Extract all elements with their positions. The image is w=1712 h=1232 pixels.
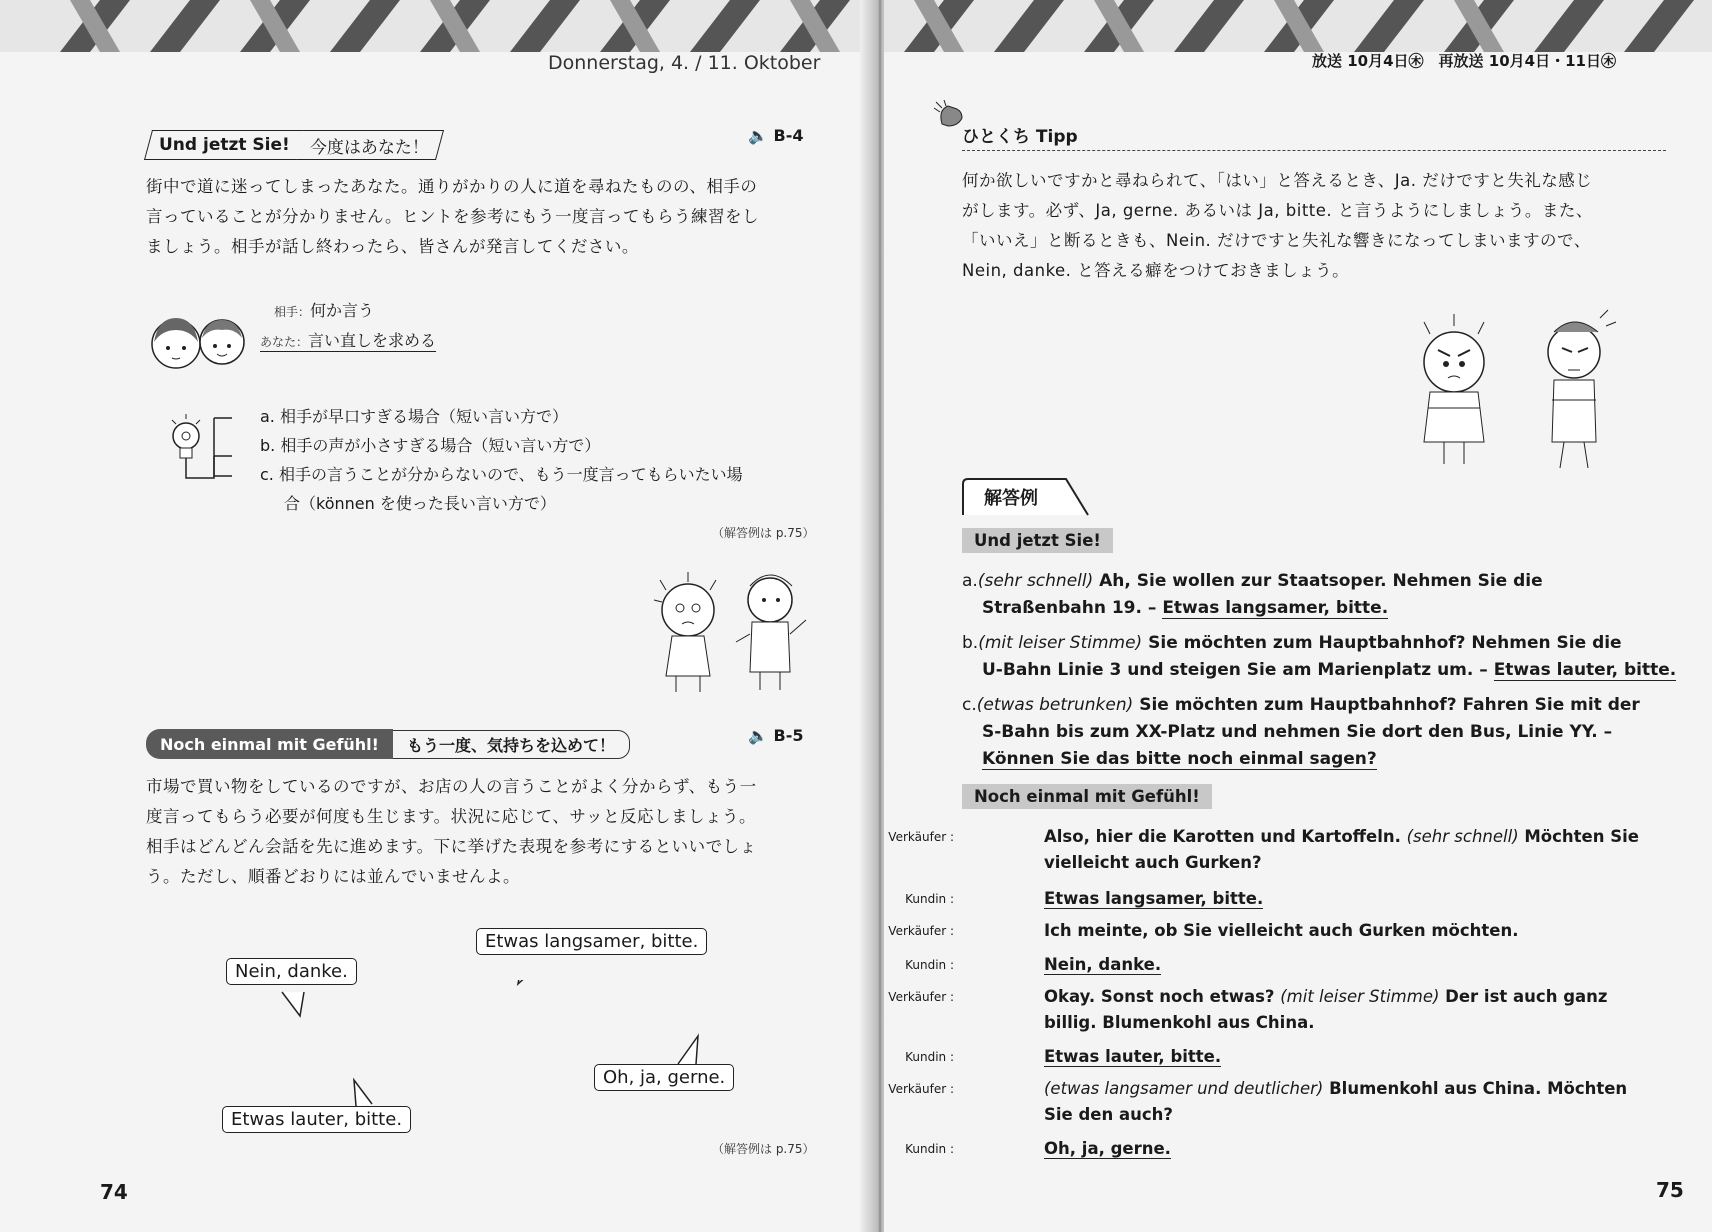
audio-label: B-4 — [773, 126, 804, 145]
dialogue-line-1 — [1044, 824, 1684, 876]
tipp-title: ひとくち Tipp — [962, 127, 1078, 147]
two-faces-icon — [150, 312, 246, 372]
running-head: Donnerstag, 4. / 11. Oktober — [548, 52, 821, 74]
speech-bubble-lauter: Etwas lauter, bitte. — [222, 1106, 411, 1133]
answer-heading — [962, 478, 1082, 514]
line-text: Nein, danke. — [1044, 955, 1162, 974]
tipp-line: 「いいえ」と断るときも、Nein. だけですと失礼な響きになってしまいますので、 — [962, 231, 1591, 250]
stage-direction: (sehr schnell) — [977, 571, 1094, 591]
answer-text: Sie möchten zum Hauptbahnhof? Nehmen Sie die — [1142, 633, 1622, 653]
role1-text: 何か言う — [310, 301, 375, 320]
intro-line: ましょう。相手が話し終わったら、皆さんが発言してください。 — [146, 237, 639, 256]
hint-c-cont: 合（können を使った長い言い方で） — [284, 494, 556, 513]
answer-text: S-Bahn bis zum XX-Platz und nehmen Sie dort den Bus, Linie YY. – — [982, 722, 1613, 742]
line-text: Okay. Sonst noch etwas? — [1044, 987, 1281, 1006]
tag-german: Und jetzt Sie! — [159, 135, 290, 155]
answer-section2-head: Noch einmal mit Gefühl! — [962, 784, 1212, 809]
page-number: 74 — [100, 1180, 128, 1204]
answer-text: Straßenbahn 19. – — [982, 598, 1163, 618]
tipp-divider — [962, 150, 1666, 151]
role2-label: あなた： — [260, 335, 309, 349]
answer-a — [962, 568, 1684, 622]
arguing-characters-illustration — [1394, 292, 1634, 482]
decorative-header-band — [0, 0, 880, 52]
intro-line: う。ただし、順番どおりには並んでいませんよ。 — [146, 867, 520, 886]
hint-list — [260, 402, 820, 518]
section-tag-noch-einmal — [146, 729, 630, 759]
line-text: Sie den auch? — [1044, 1105, 1173, 1124]
stage-direction: (mit leiser Stimme) — [1280, 987, 1440, 1006]
speaker-label: Verkäufer : — [888, 924, 954, 938]
section2-intro — [146, 772, 836, 892]
answer-heading-label: 解答例 — [984, 488, 1038, 509]
answer-label: b. — [962, 633, 979, 653]
tag-japanese: もう一度、気持ちを込めて！ — [393, 730, 630, 759]
line-text: Etwas lauter, bitte. — [1044, 1047, 1222, 1066]
line-text: vielleicht auch Gurken? — [1044, 853, 1262, 872]
audio-track-b4[interactable] — [748, 126, 803, 145]
section1-intro — [146, 172, 826, 262]
answer-text: Sie möchten zum Hauptbahnhof? Fahren Sie mit der — [1133, 695, 1640, 715]
broadcast-dates: 放送 10月4日㊍ 再放送 10月4日・11日㊍ — [1312, 52, 1616, 70]
lightbulb-icon — [164, 408, 264, 498]
line-text: Blumenkohl aus China. Möchten — [1323, 1079, 1628, 1098]
answer-section1-head: Und jetzt Sie! — [962, 528, 1113, 553]
bubble-tails — [270, 980, 720, 1110]
dialogue-line-6 — [1044, 1044, 1221, 1070]
tipp-line: がします。必ず、Ja, gerne. あるいは Ja, bitte. と言うようにしましょう。また、 — [962, 201, 1593, 220]
speaker-label: Kundin : — [905, 1142, 954, 1156]
intro-line: 市場で買い物をしているのですが、お店の人の言うことがよく分からず、もう一 — [146, 777, 757, 796]
line-text: Ich meinte, ob Sie vielleicht auch Gurken möchten. — [1044, 921, 1519, 940]
answer-key-phrase: Etwas lauter, bitte. — [1493, 660, 1677, 680]
line-text: billig. Blumenkohl aus China. — [1044, 1013, 1315, 1032]
role1-label: 相手： — [274, 305, 311, 319]
tag-german: Noch einmal mit Gefühl! — [146, 729, 393, 759]
answer-reference: （解答例は p.75） — [712, 1142, 815, 1156]
dialogue-line-4 — [1044, 952, 1161, 978]
hint-b: b. 相手の声が小さすぎる場合（短い言い方で） — [260, 436, 601, 455]
answer-b — [962, 630, 1684, 684]
line-text: Also, hier die Karotten und Kartoffeln. — [1044, 827, 1407, 846]
tipp-line: Nein, danke. と答える癖をつけておきましょう。 — [962, 261, 1350, 280]
dialogue-line-7 — [1044, 1076, 1684, 1128]
answer-label: c. — [962, 695, 977, 715]
speaker-icon: 🔈 — [748, 726, 768, 745]
answer-key-phrase: Können Sie das bitte noch einmal sagen? — [982, 749, 1377, 769]
stage-direction: (etwas betrunken) — [976, 695, 1134, 715]
stage-direction: (sehr schnell) — [1406, 827, 1519, 846]
line-text: Etwas langsamer, bitte. — [1044, 889, 1264, 908]
speaker-label: Kundin : — [905, 1050, 954, 1064]
stage-direction: (etwas langsamer und deutlicher) — [1044, 1079, 1324, 1098]
tag-japanese: 今度はあなた！ — [309, 137, 429, 158]
answer-label: a. — [962, 571, 978, 591]
speaker-label: Kundin : — [905, 892, 954, 906]
confused-characters-illustration — [640, 550, 820, 700]
line-text: Oh, ja, gerne. — [1044, 1139, 1171, 1158]
answer-c — [962, 692, 1684, 773]
stage-direction: (mit leiser Stimme) — [978, 633, 1143, 653]
answer-reference: （解答例は p.75） — [712, 526, 815, 540]
intro-line: 言っていることが分かりません。ヒントを参考にもう一度言ってもらう練習をし — [146, 207, 759, 226]
page-number: 75 — [1656, 1178, 1684, 1202]
speech-bubble-nein-danke: Nein, danke. — [226, 958, 357, 985]
line-text: Möchten Sie — [1518, 827, 1639, 846]
answer-text: Ah, Sie wollen zur Staatsoper. Nehmen Sie die — [1093, 571, 1543, 591]
audio-label: B-5 — [773, 726, 804, 745]
speaker-label: Kundin : — [905, 958, 954, 972]
audio-track-b5[interactable] — [748, 726, 803, 745]
intro-line: 相手はどんどん会話を先に進めます。下に挙げた表現を参考にするといいでしょ — [146, 837, 757, 856]
right-page — [884, 0, 1712, 1232]
speaker-icon: 🔈 — [748, 126, 768, 145]
speaker-label: Verkäufer : — [888, 1082, 954, 1096]
speech-bubble-langsamer: Etwas langsamer, bitte. — [476, 928, 707, 955]
answer-text: U-Bahn Linie 3 und steigen Sie am Marienplatz um. – — [982, 660, 1494, 680]
intro-line: 街中で道に迷ってしまったあなた。通りがかりの人に道を尋ねたものの、相手の — [146, 177, 758, 196]
speaker-label: Verkäufer : — [888, 990, 954, 1004]
dialogue-line-2 — [1044, 886, 1263, 912]
dialogue-line-8 — [1044, 1136, 1171, 1162]
hint-a: a. 相手が早口すぎる場合（短い言い方で） — [260, 407, 568, 426]
section-tag-und-jetzt-sie — [148, 130, 440, 160]
role2-text: 言い直しを求める — [308, 331, 437, 350]
dialogue-line-5 — [1044, 984, 1684, 1036]
answer-key-phrase: Etwas langsamer, bitte. — [1162, 598, 1389, 618]
hint-c: c. 相手の言うことが分からないので、もう一度言ってもらいたい場 — [260, 465, 743, 484]
dialogue-line-3 — [1044, 918, 1519, 944]
speaker-label: Verkäufer : — [888, 830, 954, 844]
tipp-line: 何か欲しいですかと尋ねられて、「はい」と答えるとき、Ja. だけですと失礼な感じ — [962, 171, 1593, 190]
decorative-header-band — [884, 0, 1712, 52]
speech-bubble-oh-ja-gerne: Oh, ja, gerne. — [594, 1064, 734, 1091]
intro-line: 度言ってもらう必要が何度も生じます。状況に応じて、サッと反応しましょう。 — [146, 807, 757, 826]
tipp-text — [962, 166, 1682, 286]
line-text: Der ist auch ganz — [1439, 987, 1608, 1006]
